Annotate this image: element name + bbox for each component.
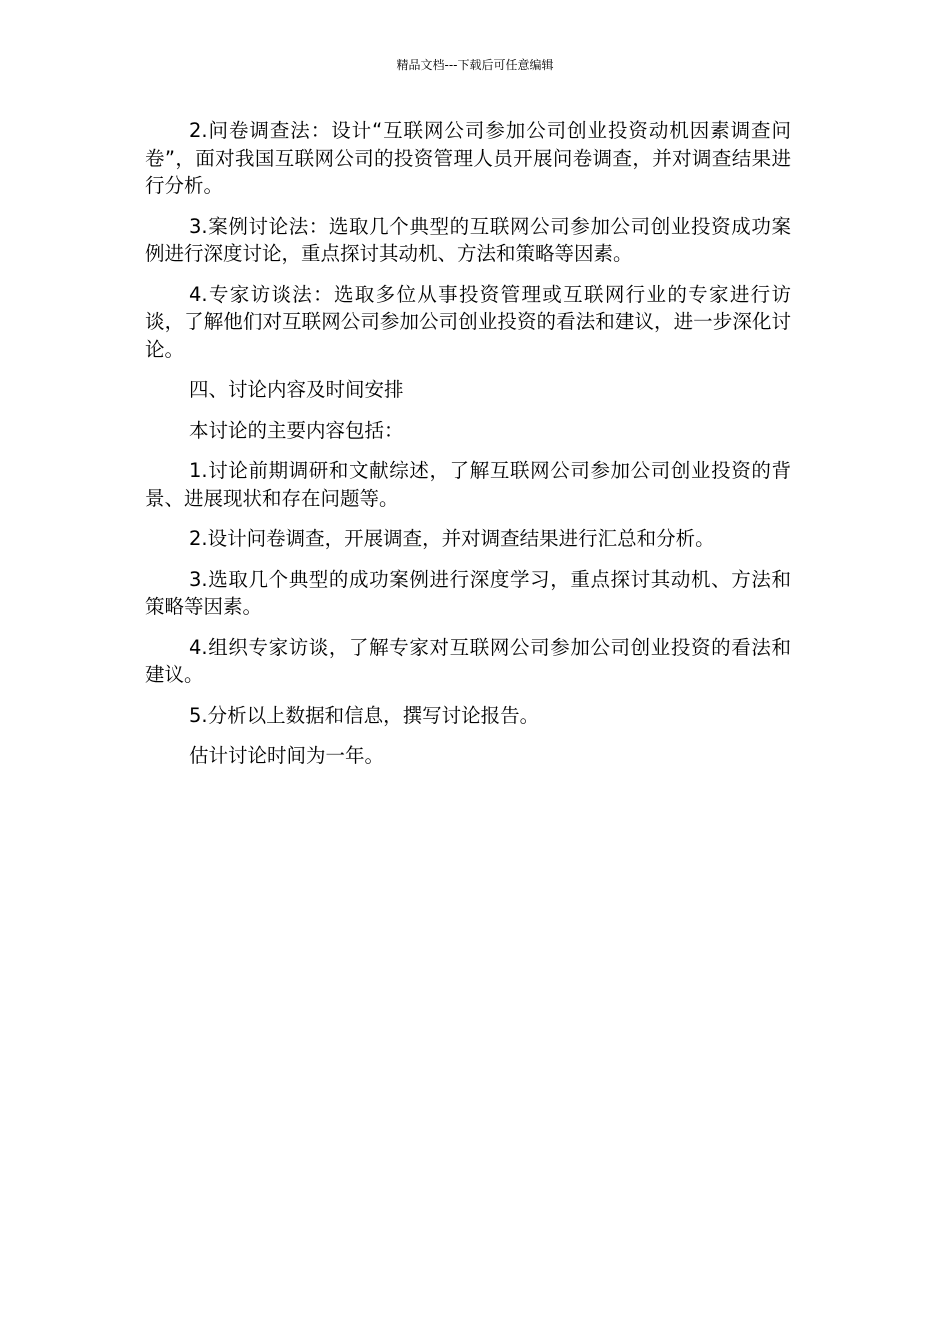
paragraph-method-expert-interview: 4.专家访谈法：选取多位从事投资管理或互联网行业的专家进行访谈，了解他们对互联网公司参加公司创业投资的看法和建议，进一步深化讨论。 [145,282,791,361]
paragraph-content-item-1: 1.讨论前期调研和文献综述，了解互联网公司参加公司创业投资的背景、进展现状和存在问题等。 [145,459,791,510]
paragraph-content-item-5: 5.分析以上数据和信息，撰写讨论报告。 [189,703,540,727]
paragraph-method-questionnaire: 2.问卷调查法：设计“互联网公司参加公司创业投资动机因素调查问卷”，面对我国互联网公司的投资管理人员开展问卷调查，并对调查结果进行分析。 [145,119,791,197]
document-body [145,117,791,783]
paragraph-content-item-4: 4.组织专家访谈，了解专家对互联网公司参加公司创业投资的看法和建议。 [145,635,791,686]
paragraph-content-item-3: 3.选取几个典型的成功案例进行深度学习，重点探讨其动机、方法和策略等因素。 [145,567,791,618]
paragraph-content-item-2: 2.设计问卷调查，开展调查，并对调查结果进行汇总和分析。 [189,527,715,550]
page-header: 精品文档---下载后可任意编辑 [396,58,554,72]
section-heading-content-schedule: 四、讨论内容及时间安排 [189,378,404,401]
paragraph-content-intro: 本讨论的主要内容包括： [189,418,404,442]
paragraph-time-estimate: 估计讨论时间为一年。 [189,744,385,767]
paragraph-method-case-study: 3.案例讨论法：选取几个典型的互联网公司参加公司创业投资成功案例进行深度讨论，重点探讨其动机、方法和策略等因素。 [145,214,791,265]
